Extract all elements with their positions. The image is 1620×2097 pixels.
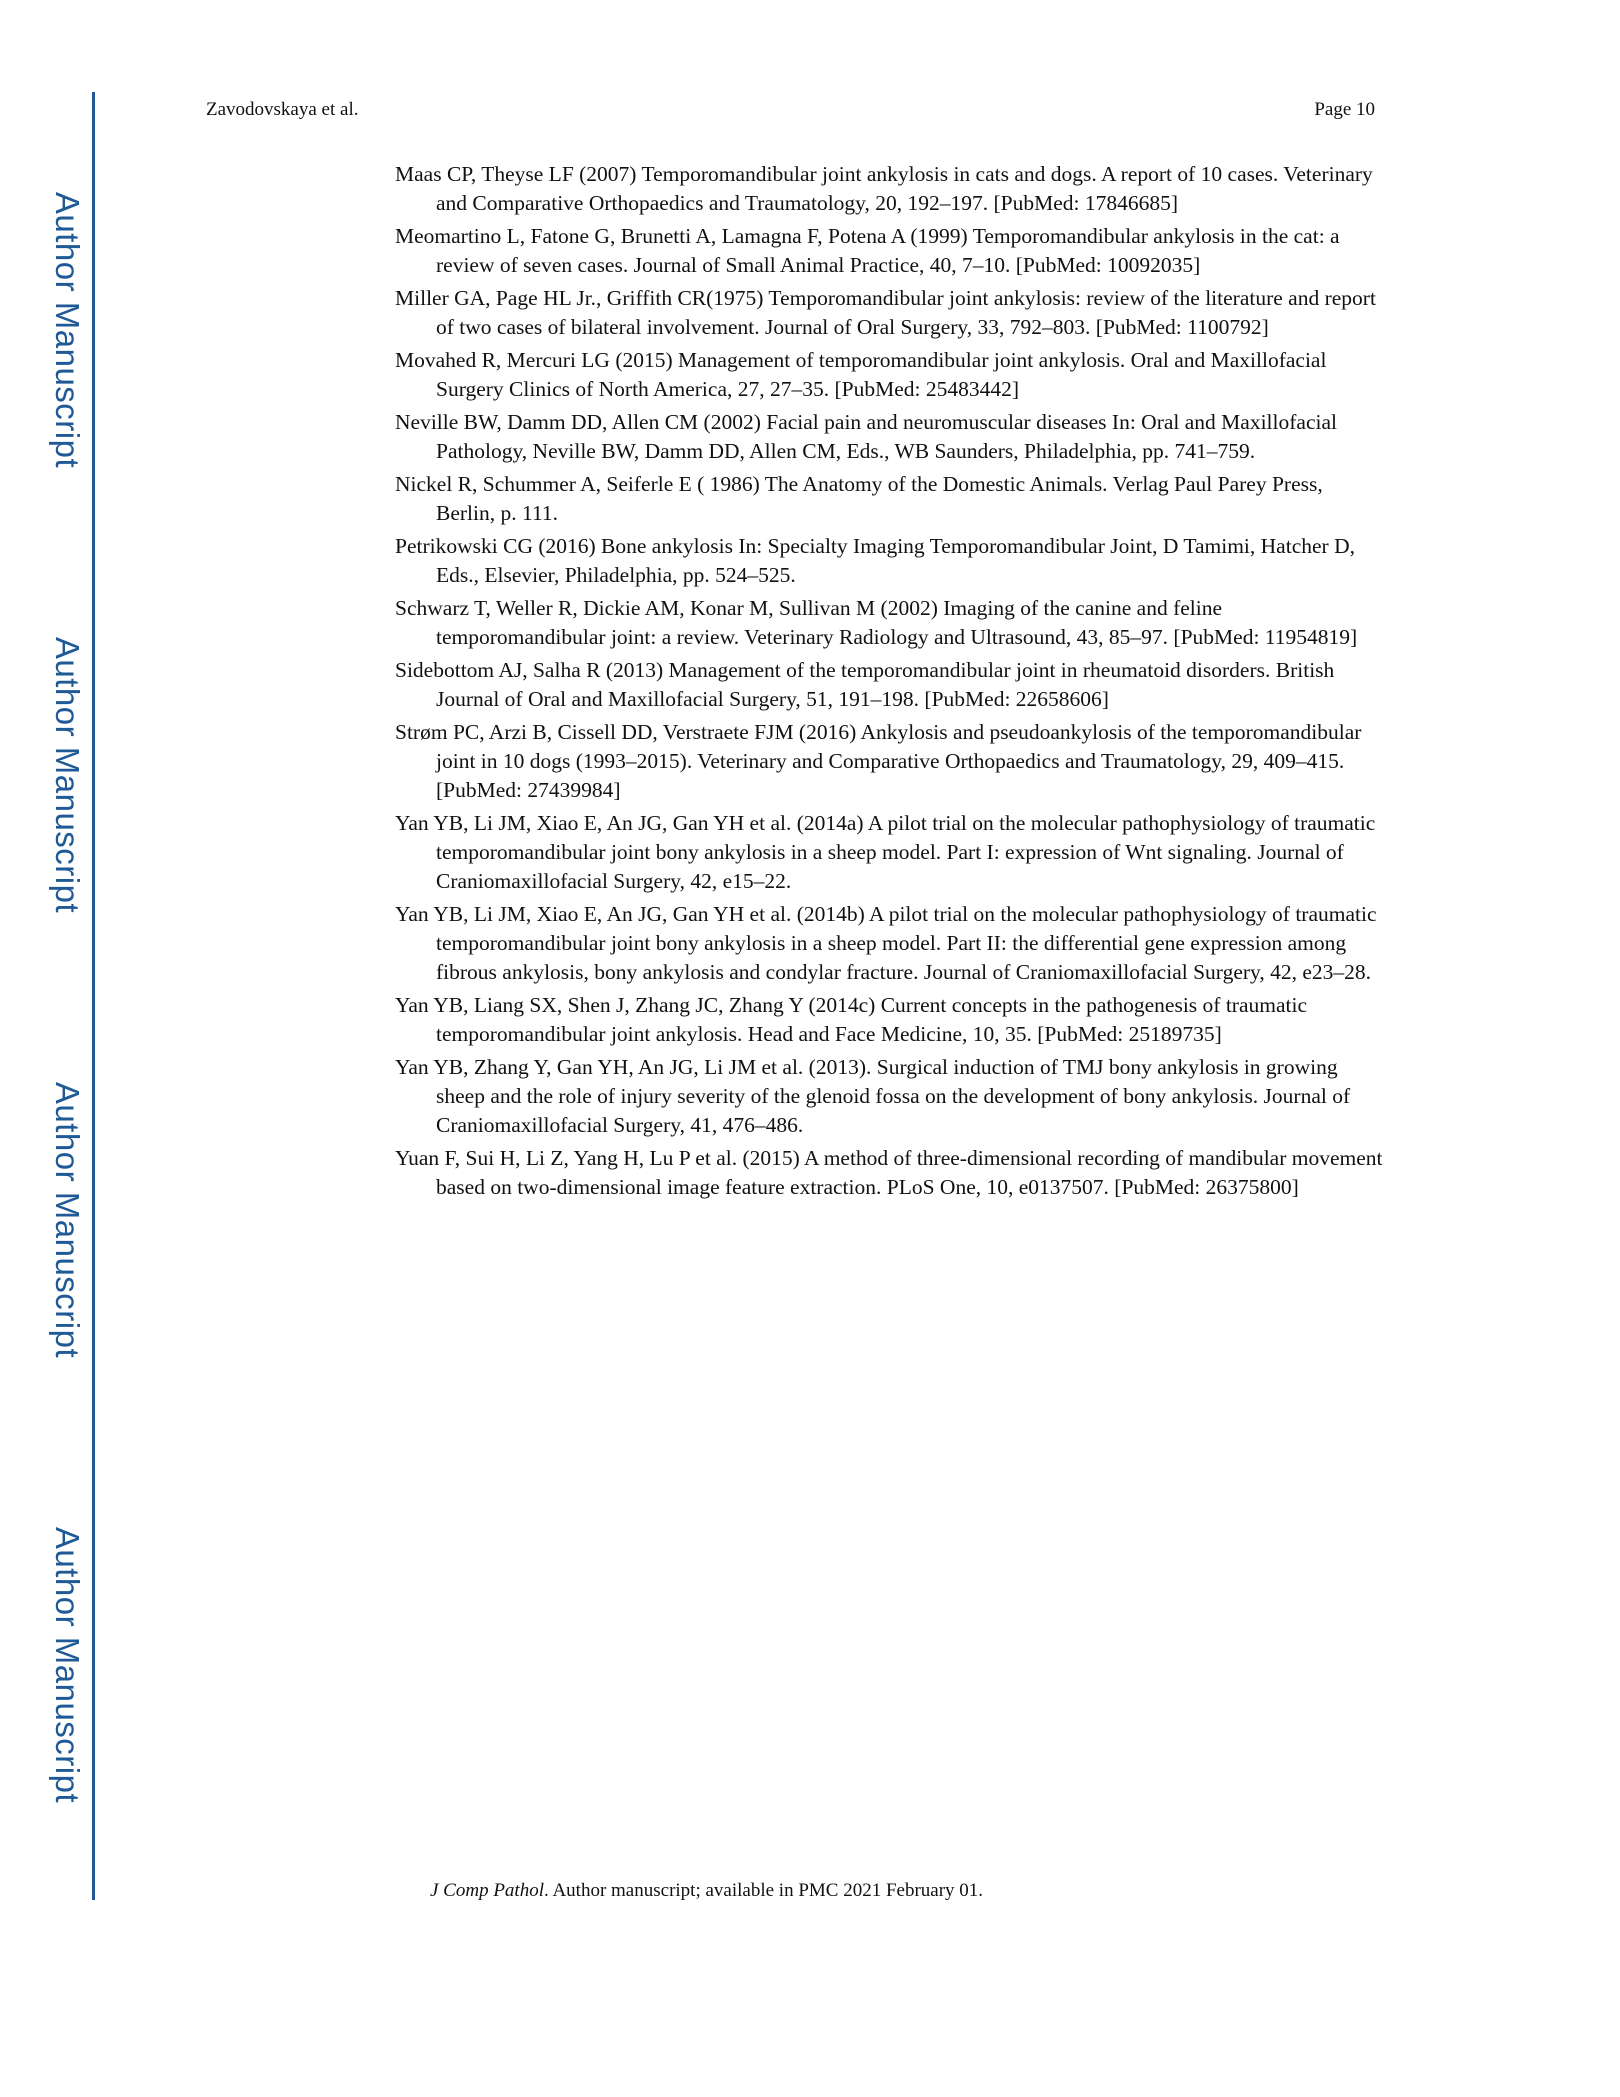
reference-item: Petrikowski CG (2016) Bone ankylosis In: Specialty Imaging Temporomandibular Joint, D Tamimi, Hatcher D, Eds., Elsevier, Philadelphia, pp. 524–525. [395,534,1355,587]
reference-item: Sidebottom AJ, Salha R (2013) Management of the temporomandibular joint in rheumatoid disorders. British Journal of Oral and Maxillofacial Surgery, 51, 191–198. [PubMed: 22658606] [395,658,1335,711]
author-manuscript-label: Author Manuscript [49,1526,86,1804]
reference-item: Yan YB, Li JM, Xiao E, An JG, Gan YH et al. (2014a) A pilot trial on the molecular pathophysiology of traumatic temporomandibular joint bony ankylosis in a sheep model. Part I: expression of Wnt signaling. Journal of Craniomaxillofacial Surgery, 42, e15–22. [395,811,1376,893]
reference-item: Meomartino L, Fatone G, Brunetti A, Lamagna F, Potena A (1999) Temporomandibular ankylosis in the cat: a review of seven cases. Journal of Small Animal Practice, 40, 7–10. [PubMed: 10092035] [395,224,1340,277]
page-footer [430,1880,983,1902]
footer-journal: J Comp Pathol [430,1880,544,1901]
reference-item: Strøm PC, Arzi B, Cissell DD, Verstraete FJM (2016) Ankylosis and pseudoankylosis of the temporomandibular joint in 10 dogs (1993–2015). Veterinary and Comparative Orthopaedics and Traumatology, 29, 409–415. [PubMed: 27439984] [395,720,1362,802]
reference-item: Yan YB, Li JM, Xiao E, An JG, Gan YH et al. (2014b) A pilot trial on the molecular pathophysiology of traumatic temporomandibular joint bony ankylosis in a sheep model. Part II: the differential gene expression among fibrous ankylosis, bony ankylosis and condylar fracture. Journal of Craniomaxillofacial Surgery, 42, e23–28. [395,902,1377,984]
reference-item: Neville BW, Damm DD, Allen CM (2002) Facial pain and neuromuscular diseases In: Oral and Maxillofacial Pathology, Neville BW, Damm DD, Allen CM, Eds., WB Saunders, Philadelphia, pp. 741–759. [395,410,1337,463]
reference-item: Schwarz T, Weller R, Dickie AM, Konar M, Sullivan M (2002) Imaging of the canine and feline temporomandibular joint: a review. Veterinary Radiology and Ultrasound, 43, 85–97. [PubMed: 11954819] [395,596,1358,649]
running-head-authors: Zavodovskaya et al. [206,99,359,120]
author-manuscript-label: Author Manuscript [49,191,86,469]
footer-availability: . Author manuscript; available in PMC 2021 February 01. [544,1880,984,1901]
reference-item: Miller GA, Page HL Jr., Griffith CR(1975) Temporomandibular joint ankylosis: review of the literature and report of two cases of bilateral involvement. Journal of Oral Surgery, 33, 792–803. [PubMed: 1100792] [395,286,1376,339]
reference-item: Yuan F, Sui H, Li Z, Yang H, Lu P et al. (2015) A method of three-dimensional recording of mandibular movement based on two-dimensional image feature extraction. PLoS One, 10, e0137507. [PubMed: 26375800] [395,1146,1383,1199]
author-manuscript-label: Author Manuscript [49,636,86,914]
reference-item: Movahed R, Mercuri LG (2015) Management of temporomandibular joint ankylosis. Oral and Maxillofacial Surgery Clinics of North America, 27, 27–35. [PubMed: 25483442] [395,348,1327,401]
reference-list [395,160,1385,1206]
sidebar-rule [92,92,95,1900]
page-number: Page 10 [1314,99,1375,120]
author-manuscript-label: Author Manuscript [49,1081,86,1359]
reference-item: Nickel R, Schummer A, Seiferle E ( 1986) The Anatomy of the Domestic Animals. Verlag Paul Parey Press, Berlin, p. 111. [395,472,1323,525]
reference-item: Yan YB, Liang SX, Shen J, Zhang JC, Zhang Y (2014c) Current concepts in the pathogenesis of traumatic temporomandibular joint ankylosis. Head and Face Medicine, 10, 35. [PubMed: 25189735] [395,993,1307,1046]
reference-item: Yan YB, Zhang Y, Gan YH, An JG, Li JM et al. (2013). Surgical induction of TMJ bony ankylosis in growing sheep and the role of injury severity of the glenoid fossa on the development of bony ankylosis. Journal of Craniomaxillofacial Surgery, 41, 476–486. [395,1055,1351,1137]
reference-item: Maas CP, Theyse LF (2007) Temporomandibular joint ankylosis in cats and dogs. A report of 10 cases. Veterinary and Comparative Orthopaedics and Traumatology, 20, 192–197. [PubMed: 17846685] [395,162,1373,215]
